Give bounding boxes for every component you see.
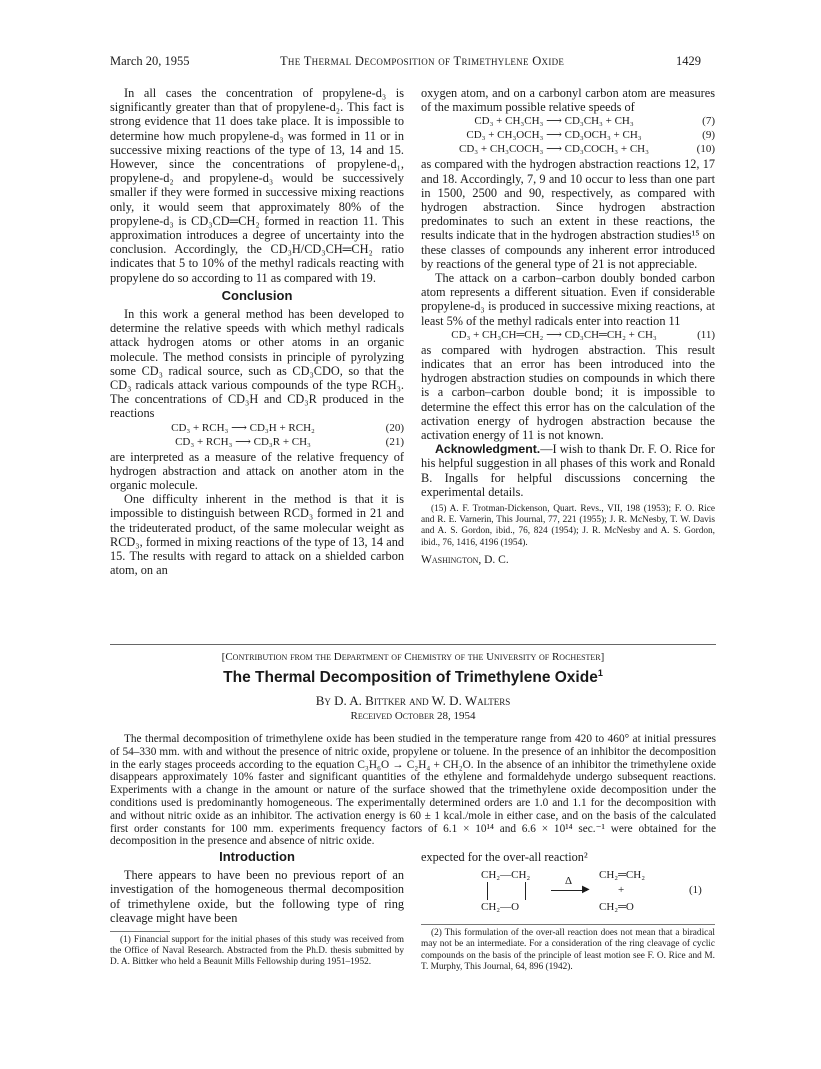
equation-9 xyxy=(421,129,715,142)
footnote-1 xyxy=(110,935,404,969)
equation-7 xyxy=(421,115,715,128)
paragraph: One difficulty inherent in the method is that it is impossible to distinguish between RCD₃ formed in 21 and the trideuterated product, of the same molecular weight as RCD₃, formed in mixing reactions of the type of 13, 14 and 15. The results with regard to attack on a shielded carbon atom, on an xyxy=(110,492,404,578)
running-title: The Thermal Decomposition of Trimethylene Oxide xyxy=(280,54,565,68)
paragraph: expected for the over-all reaction² xyxy=(421,850,588,864)
paragraph: In this work a general method has been developed to determine the relative speeds with which methyl radicals attack hydrogen atoms or other atoms in an organic molecule. The method consists in principle of pyrolyzing some CD₃ radical source, such as CD₃CDO, so that the CD₃ radicals attack various compounds of the type RCH₃. The concentrations of CD₃H and CD₃R produced in the reactions xyxy=(110,307,404,421)
paragraph: as compared with hydrogen abstraction. This result indicates that an error has been introduced into the hydrogen abstraction studies on compounds in which there is a carbon–carbon double bond; it is impossible to determine the effect this error has on the calculation of the activation energy of hydrogen abstraction because the activation energy of 11 is not known. xyxy=(421,342,715,443)
equation-text: CD₃ + CH₃COCH₃ ⟶ CD₃COCH₃ + CH₃ xyxy=(459,143,649,156)
paragraph: The attack on a carbon–carbon doubly bonded carbon atom represents a different situation. Even if considerable propylene-d₃ is produced in successive mixing reactions, at least 5% of the methyl radicals enter into reaction 11 xyxy=(421,271,715,328)
equation-number: (1) xyxy=(689,884,702,897)
footnote-rule xyxy=(110,931,170,932)
heat-symbol: Δ xyxy=(565,875,573,888)
title-footnote-mark: 1 xyxy=(597,668,603,678)
reaction-arrow-head: ▶ xyxy=(582,884,590,896)
reaction-scheme xyxy=(421,868,715,920)
equation-text: CD₃ + RCH₃ ⟶ CD₃H + RCH₂ xyxy=(171,421,315,434)
ring-bond-left xyxy=(487,882,488,900)
equation-number: (10) xyxy=(696,143,715,156)
introduction-heading: Introduction xyxy=(219,849,295,864)
equation-21 xyxy=(110,436,404,449)
footnote-2 xyxy=(421,928,715,973)
equation-number: (20) xyxy=(385,421,404,434)
paragraph: In all cases the concentration of propylene-d₃ is significantly greater than that of propylene-d₂. This fact is strong evidence that 11 does take place. It is impossible to determine how much propylene-d₃ was formed in 11 or in successive mixing reactions of the type of 13, 14 and 15. However, since the concentrations of propylene-d₁, propylene-d₂ and propylene-d₃ would be successively smaller if they were formed in successive mixing reactions only, it would seem that approximately 80% of the propylene-d₃ is CD₃CD═CH₂ formed in reaction 11. This approximation introduces a degree of uncertainty into the conclusion. Accordingly, the CD₃H/CD₃CH═CH₂ ratio indicates that 5 to 10% of the methyl radicals reacting with propylene do so according to 11 as compared with 19. xyxy=(110,86,404,285)
abstract xyxy=(110,733,716,848)
conclusion-heading: Conclusion xyxy=(221,287,293,303)
equation-10 xyxy=(421,143,715,156)
acknowledgment-text: —I wish to thank Dr. F. O. Rice for his helpful suggestion in all phases of this work and Ronald B. Ingalls for helpful discussions concerning the experimental details. xyxy=(421,442,715,499)
article-title-block xyxy=(110,668,716,687)
product-ethylene: CH₂═CH₂ xyxy=(599,869,646,882)
equation-text: CD₃ + RCH₃ ⟶ CD₃R + CH₃ xyxy=(175,435,311,448)
paragraph: as compared with the hydrogen abstraction reactions 12, 17 and 18. Accordingly, 7, 9 and 10 occur to less than one part in 1500, 2500 and 90, respectively, as compared with hydrogen abstraction. Since hydrogen abstraction predominates to such an extent in these reactions, the results indicate that in the hydrogen abstraction studies¹⁵ on these classes of compounds any inherent error introduced by reactions of the general type of 21 is not appreciable. xyxy=(421,157,715,271)
received-date: Received October 28, 1954 xyxy=(350,710,476,722)
footnote-15 xyxy=(421,504,715,549)
ring-bond-right xyxy=(525,882,526,900)
page-number: 1429 xyxy=(676,54,701,68)
product-formaldehyde: CH₂═O xyxy=(599,901,634,914)
intro-right-column xyxy=(421,850,715,973)
equation-text: CD₃ + CH₃CH═CH₂ ⟶ CD₃CH═CH₂ + CH₃ xyxy=(451,328,657,341)
paragraph: are interpreted as a measure of the relative frequency of hydrogen abstraction and attack on another atom in the organic molecule. xyxy=(110,449,404,493)
page-date: March 20, 1955 xyxy=(110,54,190,68)
equation-number: (7) xyxy=(702,115,715,128)
ring-top: CH₂—CH₂ xyxy=(481,869,531,882)
left-column xyxy=(110,86,404,578)
plus-sign: + xyxy=(618,884,625,897)
equation-11 xyxy=(421,329,715,342)
article-title: The Thermal Decomposition of Trimethylene Oxide xyxy=(223,669,598,687)
section-divider xyxy=(110,644,716,645)
footnote-text: (1) Financial support for the initial phases of this study was received from the Office of Naval Research. Abstracted from the Ph.D. thesis submitted by D. A. Bittker who held a Beaunit Mills Fellowship during 1951–1952. xyxy=(110,935,404,968)
authors: By D. A. Bittker and W. D. Walters xyxy=(315,693,511,708)
equation-number: (9) xyxy=(702,129,715,142)
footnote-rule xyxy=(421,924,715,925)
place-line: Washington, D. C. xyxy=(421,553,509,566)
equation-number: (11) xyxy=(697,328,715,341)
abstract-text: The thermal decomposition of trimethylene oxide has been studied in the temperature range from 420 to 460° at initial pressures of 54–330 mm. with and without the presence of nitric oxide, propylene or toluene. In the presence of an inhibitor the decomposition in the early stages proceeds according to the equation C₃H₆O → C₂H₄ + CH₂O. In the absence of an inhibitor the trimethylene oxide disappears approximately 10% faster and significant quantities of the ethylene and formaldehyde undergo subsequent reactions. Experiments with a change in the amount or nature of the surface showed that the trimethylene oxide decomposition under the conditions used is predominantly homogeneous. The experimentally determined orders are 1.0 and 1.1 for the decomposition with and without nitric oxide as an inhibitor. The activation energy is 60 ± 1 kcal./mole in either case, and on the basis of the calculated first order constants for 100 mm. experiments frequency factors of 6.1 × 10¹⁴ and 6.6 × 10¹⁴ sec.⁻¹ were obtained for the decomposition in the presence and absence of nitric oxide. xyxy=(110,733,716,848)
footnote-text: (15) A. F. Trotman-Dickenson, Quart. Revs., VII, 198 (1953); F. O. Rice and R. E. Varnerin, This Journal, 77, 221 (1955); J. R. McNesby, T. W. Davis and A. S. Gordon, ibid., 76, 824 (1954); J. R. McNesby and A. S. Gordon, ibid., 76, 1416, 4196 (1954). xyxy=(421,504,715,548)
paragraph: oxygen atom, and on a carbonyl carbon atom are measures of the maximum possible relative speeds of xyxy=(421,86,715,115)
paragraph: There appears to have been no previous report of an investigation of the homogeneous thermal decomposition of trimethylene oxide, but the following type of ring cleavage might have been xyxy=(110,868,404,925)
contribution-line: [Contribution from the Department of Chemistry of the University of Rochester] xyxy=(221,651,605,663)
acknowledgment-label: Acknowledgment. xyxy=(435,442,541,457)
intro-left-column xyxy=(110,846,404,969)
ring-bottom: CH₂—O xyxy=(481,901,520,914)
equation-number: (21) xyxy=(385,435,404,448)
equation-text: CD₃ + CH₃OCH₃ ⟶ CD₃OCH₃ + CH₃ xyxy=(466,129,642,142)
equation-20 xyxy=(110,422,404,435)
equation-text: CD₃ + CH₃CH₃ ⟶ CD₃CH₃ + CH₃ xyxy=(474,115,634,128)
footnote-text: (2) This formulation of the over-all reaction does not mean that a biradical may not be an intermediate. For a consideration of the ring cleavage of cyclic compounds on the basis of the principle of least motion see F. O. Rice and M. T. Murphy, This Journal, 64, 896 (1942). xyxy=(421,928,715,972)
acknowledgment xyxy=(421,442,715,499)
right-column xyxy=(421,86,715,567)
